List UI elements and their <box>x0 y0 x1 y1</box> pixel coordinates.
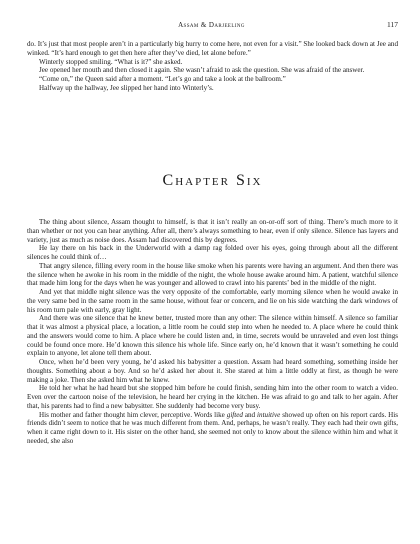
running-title: Assam & Darjeeling <box>178 21 245 29</box>
chapter-body-text <box>27 218 398 446</box>
paragraph: Once, when he’d been very young, he’d asked his babysitter a question. Assam had heard something, something inside her thoughts. Something about a boy. And so he’d asked her about it. She stared at him a little oddly at first, as though he were making a joke. Then she asked him what he knew. <box>27 358 398 384</box>
chapter-title: Chapter Six <box>162 172 263 189</box>
page-header <box>36 20 398 29</box>
paragraph <box>27 411 398 446</box>
paragraph: do. It’s just that most people aren’t in a particularly big hurry to come here, not even for a visit.” She looked back down at Jee and winked. “It’s hard enough to get then here after they’ve died, let alone before.” <box>27 40 398 57</box>
paragraph: He told her what he had heard but she stopped him before he could finish, sending him into the other room to watch a video. Even over the cartoon noise of the television, he heard her crying in the kitchen. He was afraid to go and talk to her again. After that, his parents had to find a new babysitter. She suddenly had become very busy. <box>27 384 398 410</box>
paragraph: Winterly stopped smiling. “What is it?” she asked. <box>39 57 183 66</box>
paragraph: Halfway up the hallway, Jee slipped her hand into Winterly’s. <box>39 83 214 92</box>
paragraph: He lay there on his back in the Underworld with a damp rag folded over his eyes, going through about all the different silences he could think of… <box>27 244 398 261</box>
paragraph: And yet that middle night silence was the very opposite of the comfortable, early morning silence when he would awake in the very same bed in the same room in the same house, without fear or concern, and lie on his side watching the dark windows of his room turn pale with early, gray light. <box>27 288 398 314</box>
page-number: 117 <box>387 20 398 29</box>
chapter-end-text <box>27 40 398 93</box>
text-run: showed up often on his report cards. His friends didn’t seem to notice that he was much different from them. And, perhaps, he wasn’t really. They each had their own gifts, when it came right down to it. His sister on the other hand, she seemed not only to know about the silence within him and what it needed, she also <box>27 410 399 445</box>
italic-word: gifted <box>226 410 243 419</box>
paragraph: “Come on,” the Queen said after a moment. “Let’s go and take a look at the ballroom.” <box>39 75 286 83</box>
paragraph: And there was one silence that he knew better, trusted more than any other: The silence within himself. A silence so familiar that it was almost a physical place, a location, a little room he could step into when he needed to. A place where he could think and the answers would come to him. A place where he could listen and, in time, secrets would be unraveled and even lost things could be found once more. He’d known this silence his whole life. Since early on, he’d known that it wasn’t something he could explain to anyone, let alone tell them about. <box>27 314 398 358</box>
paragraph: That angry silence, filling every room in the house like smoke when his parents were having an argument. And then there was the silence when he awoke in his room in the middle of the night, the whole house awake around him. A patient, watchful silence that made him long for the days when he was younger and allowed to crawl into his parents’ bed in the middle of the night. <box>27 261 398 288</box>
text-run: His mother and father thought him clever, perceptive. Words like <box>39 410 227 419</box>
paragraph: The thing about silence, Assam thought to himself, is that it isn’t really an on-or-off sort of thing. There’s much more to it than whether or not you can hear anything. After all, there’s always something to hear, even if only silence. Silence has layers and variety, just as much as noise does. Assam had discovered this by degrees. <box>27 218 398 244</box>
paragraph: Jee opened her mouth and then closed it again. She wasn’t afraid to ask the question. She was afraid of the answer. <box>39 66 365 75</box>
italic-word: intuitive <box>257 410 281 419</box>
text-run: and <box>242 410 258 419</box>
